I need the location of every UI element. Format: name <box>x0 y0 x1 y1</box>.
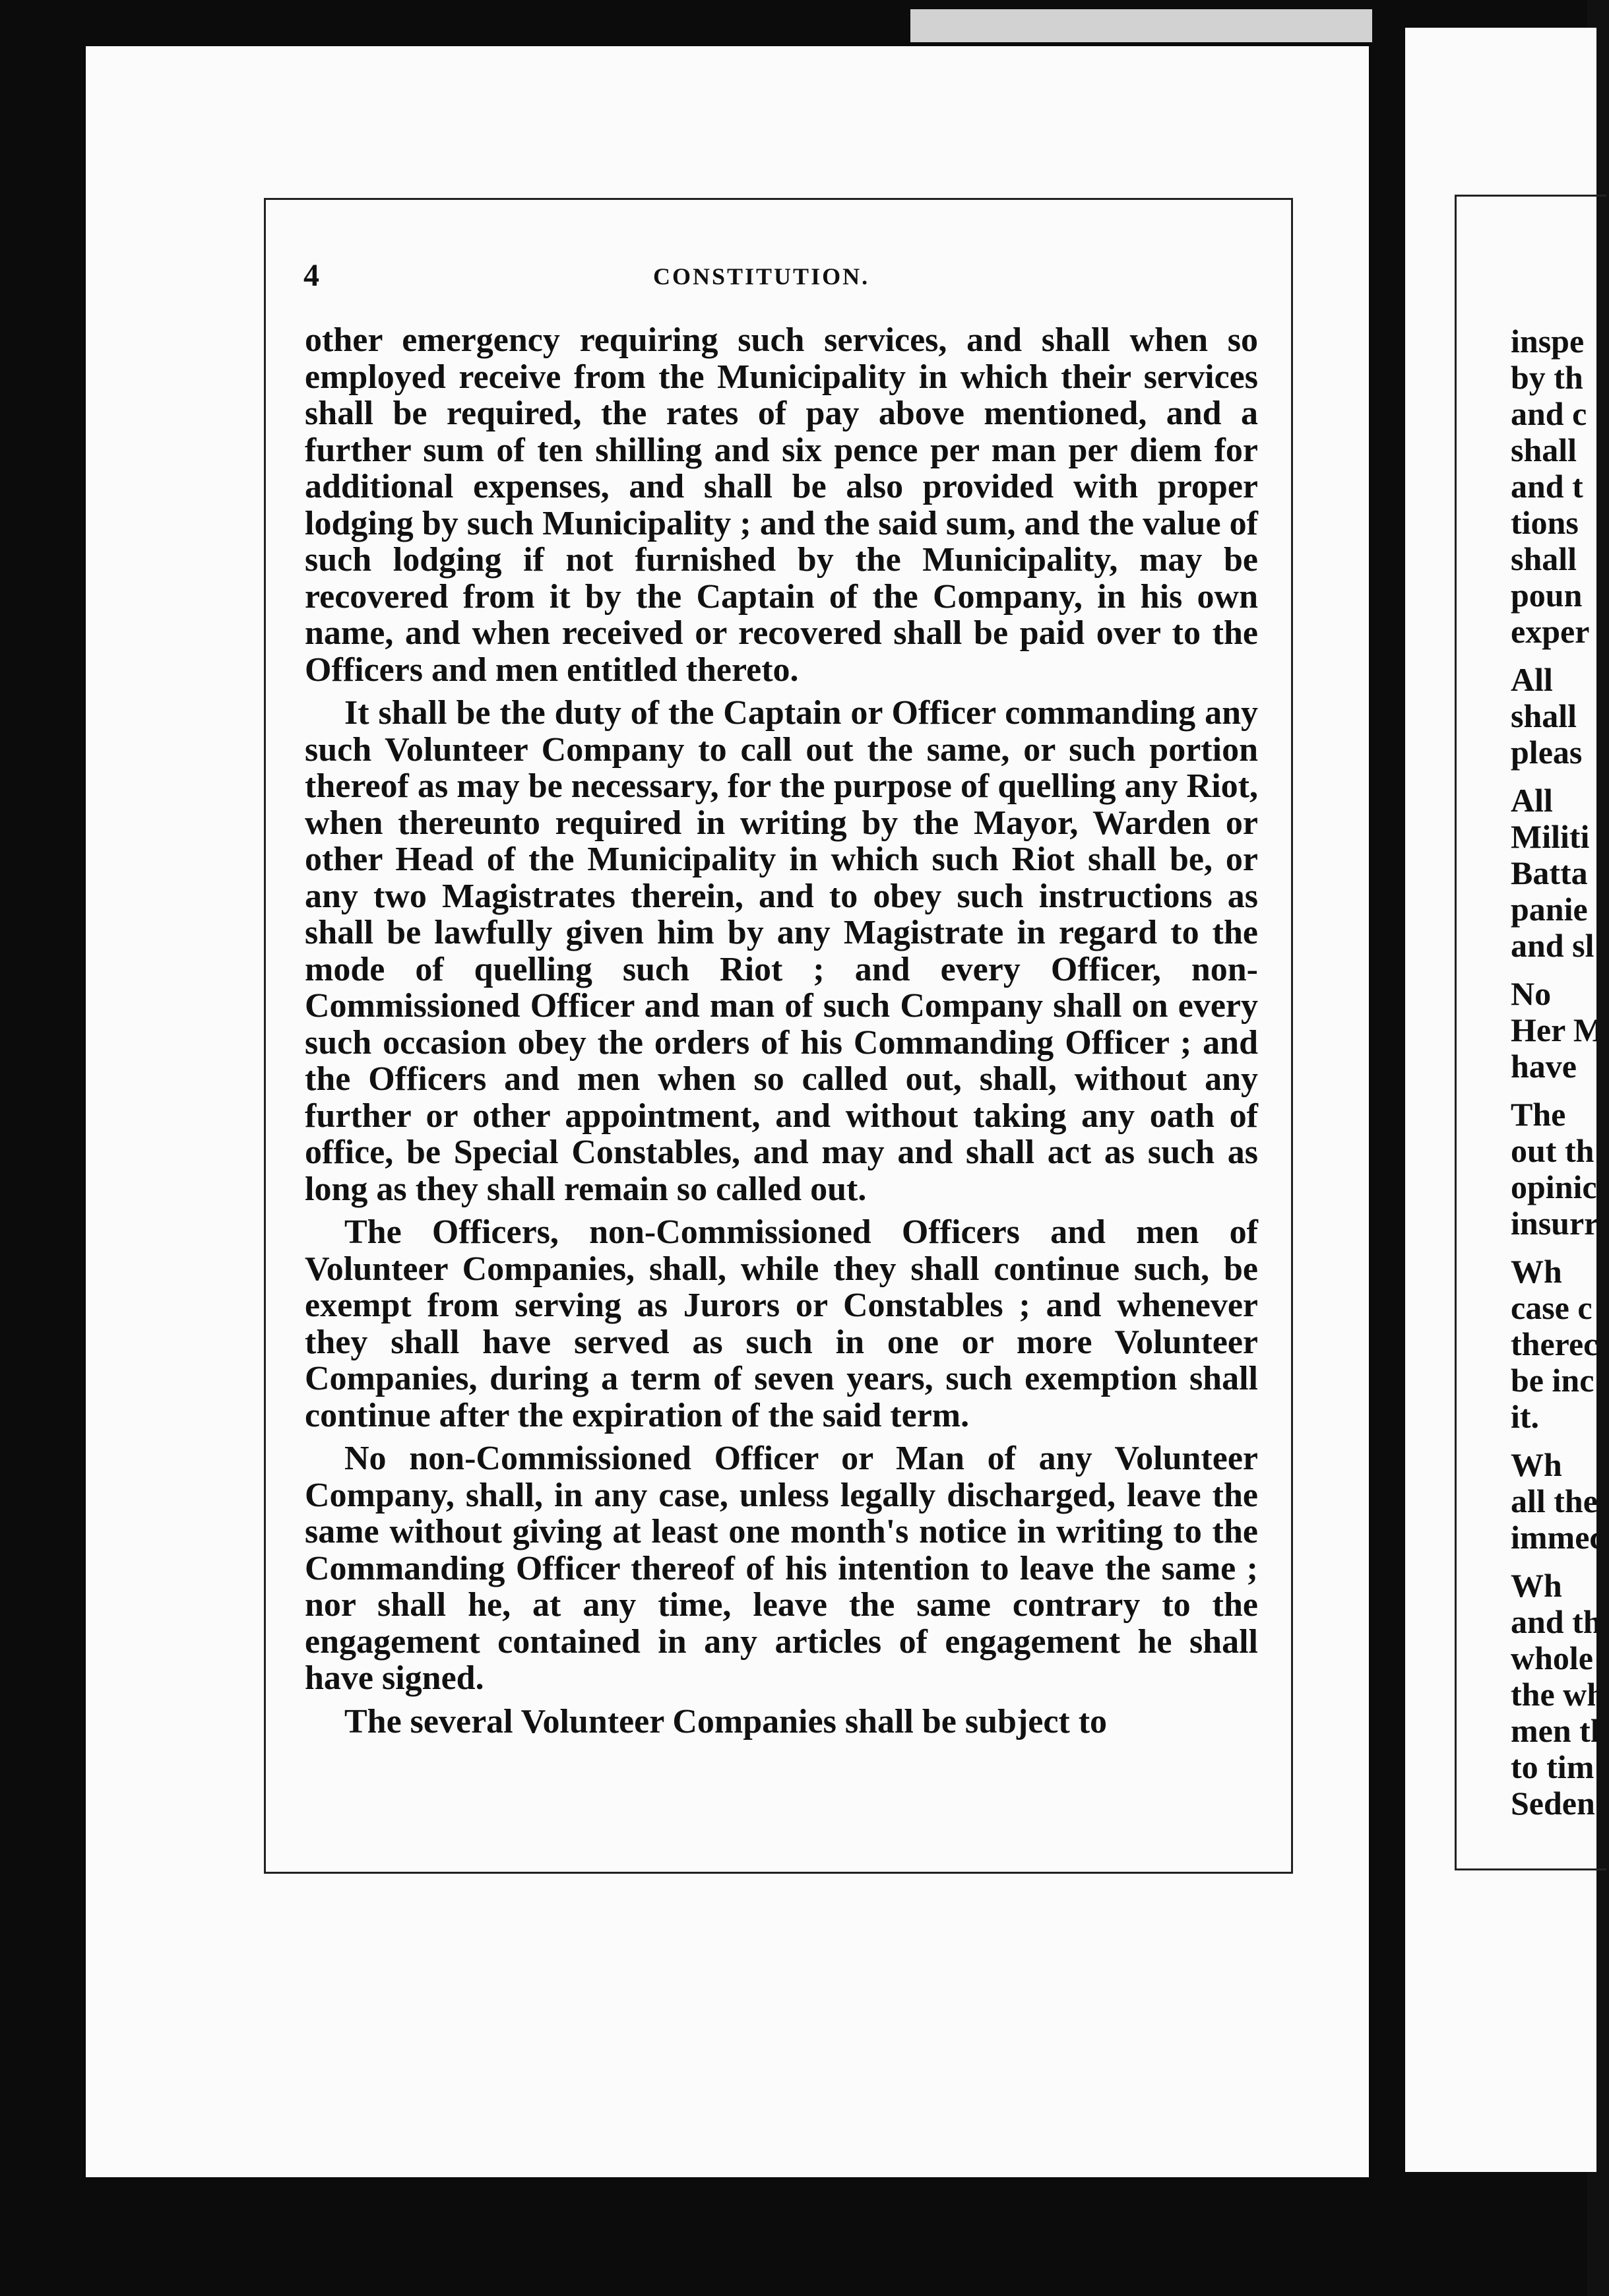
page-number: 4 <box>303 258 319 293</box>
page-edge <box>910 9 1372 42</box>
facing-line: panie <box>1511 891 1588 928</box>
page-header <box>303 257 1253 297</box>
facing-line: tions <box>1511 504 1579 541</box>
facing-line: immec <box>1511 1519 1604 1556</box>
facing-line: opinic <box>1511 1168 1597 1205</box>
paragraph: It shall be the duty of the Captain or Officer commanding any such Volunteer Company to call out the same, or such portion thereof as may be necessary, for the purpose of quelling any Riot, when thereunto required in writing by the Mayor, Warden or other Head of the Municipality in which such Riot shall be, or any two Magistrates therein, and to obey such instructions as shall be lawfully given him by any Magistrate in regard to the mode of quelling such Riot ; and every Officer, non-Commissioned Officer and man of such Company shall on every such occasion obey the orders of his Commanding Officer ; and the Officers and men when so called out, shall, without any further or other appointment, and without taking any oath of office, be Special Constables, and may and shall act as such as long as they shall remain so called out. <box>305 694 1258 1208</box>
facing-line: inspe <box>1511 323 1585 360</box>
facing-line: by th <box>1511 359 1583 396</box>
facing-line: have <box>1511 1048 1577 1085</box>
facing-line: shall <box>1511 431 1577 468</box>
facing-line: men th <box>1511 1712 1609 1749</box>
facing-line: The <box>1511 1096 1566 1133</box>
facing-line: it. <box>1511 1398 1540 1435</box>
facing-line: the wh <box>1511 1676 1606 1713</box>
facing-line: be inc <box>1511 1362 1594 1399</box>
facing-line: Wh <box>1511 1567 1562 1604</box>
facing-line: All <box>1511 661 1553 698</box>
facing-line: and sl <box>1511 927 1594 964</box>
facing-line: insurr <box>1511 1205 1599 1242</box>
facing-line: shall <box>1511 540 1577 577</box>
facing-line: all the <box>1511 1483 1598 1519</box>
paragraph: The Officers, non-Commissioned Officers and men of Volunteer Companies, shall, while they shall continue such, be exempt from serving as Jurors or Constables ; and whenever they shall have served as such in one or more Volunteer Companies, during a term of seven years, such exemption shall continue after the expiration of the said term. <box>305 1213 1258 1434</box>
facing-line: to tim <box>1511 1748 1594 1785</box>
facing-line: exper <box>1511 613 1590 650</box>
facing-line: Her M <box>1511 1011 1605 1048</box>
running-head: CONSTITUTION. <box>653 263 870 290</box>
facing-line: out th <box>1511 1132 1594 1169</box>
facing-line: pleas <box>1511 734 1583 771</box>
facing-line: Seden <box>1511 1785 1595 1822</box>
facing-line: case c <box>1511 1289 1593 1326</box>
facing-page-text <box>1511 323 1609 1822</box>
facing-line: Militi <box>1511 818 1590 855</box>
facing-line: Batta <box>1511 854 1588 891</box>
facing-line: and c <box>1511 395 1587 432</box>
paragraph: The several Volunteer Companies shall be subject to <box>344 1702 1108 1740</box>
facing-line: whole <box>1511 1640 1593 1676</box>
facing-line: and th <box>1511 1603 1602 1640</box>
facing-line: Wh <box>1511 1446 1562 1483</box>
facing-line: poun <box>1511 577 1583 614</box>
body-text <box>305 322 1258 1746</box>
facing-line: shall <box>1511 697 1577 734</box>
facing-line: Wh <box>1511 1253 1562 1290</box>
facing-line: therec <box>1511 1325 1598 1362</box>
facing-line: All <box>1511 782 1553 819</box>
paragraph: other emergency requiring such services, and shall when so employed receive from the Municipality in which their services shall be required, the rates of pay above mentioned, and a further sum of ten shilling and six pence per man per diem for additional expenses, and shall be also provided with proper lodging by such Municipality ; and the said sum, and the value of such lodging if not furnished by the Municipality, may be recovered from it by the Captain of the Company, in his own name, and when received or recovered shall be paid over to the Officers and men entitled thereto. <box>305 321 1258 689</box>
paragraph: No non-Commissioned Officer or Man of any Volunteer Company, shall, in any case, unless legally discharged, leave the same without giving at least one month's notice in writing to the Commanding Officer thereof of his intention to leave the same ; nor shall he, at any time, leave the same contrary to the engagement contained in any articles of engagement he shall have signed. <box>305 1440 1258 1697</box>
facing-line: No <box>1511 975 1552 1012</box>
facing-line: and t <box>1511 468 1583 505</box>
